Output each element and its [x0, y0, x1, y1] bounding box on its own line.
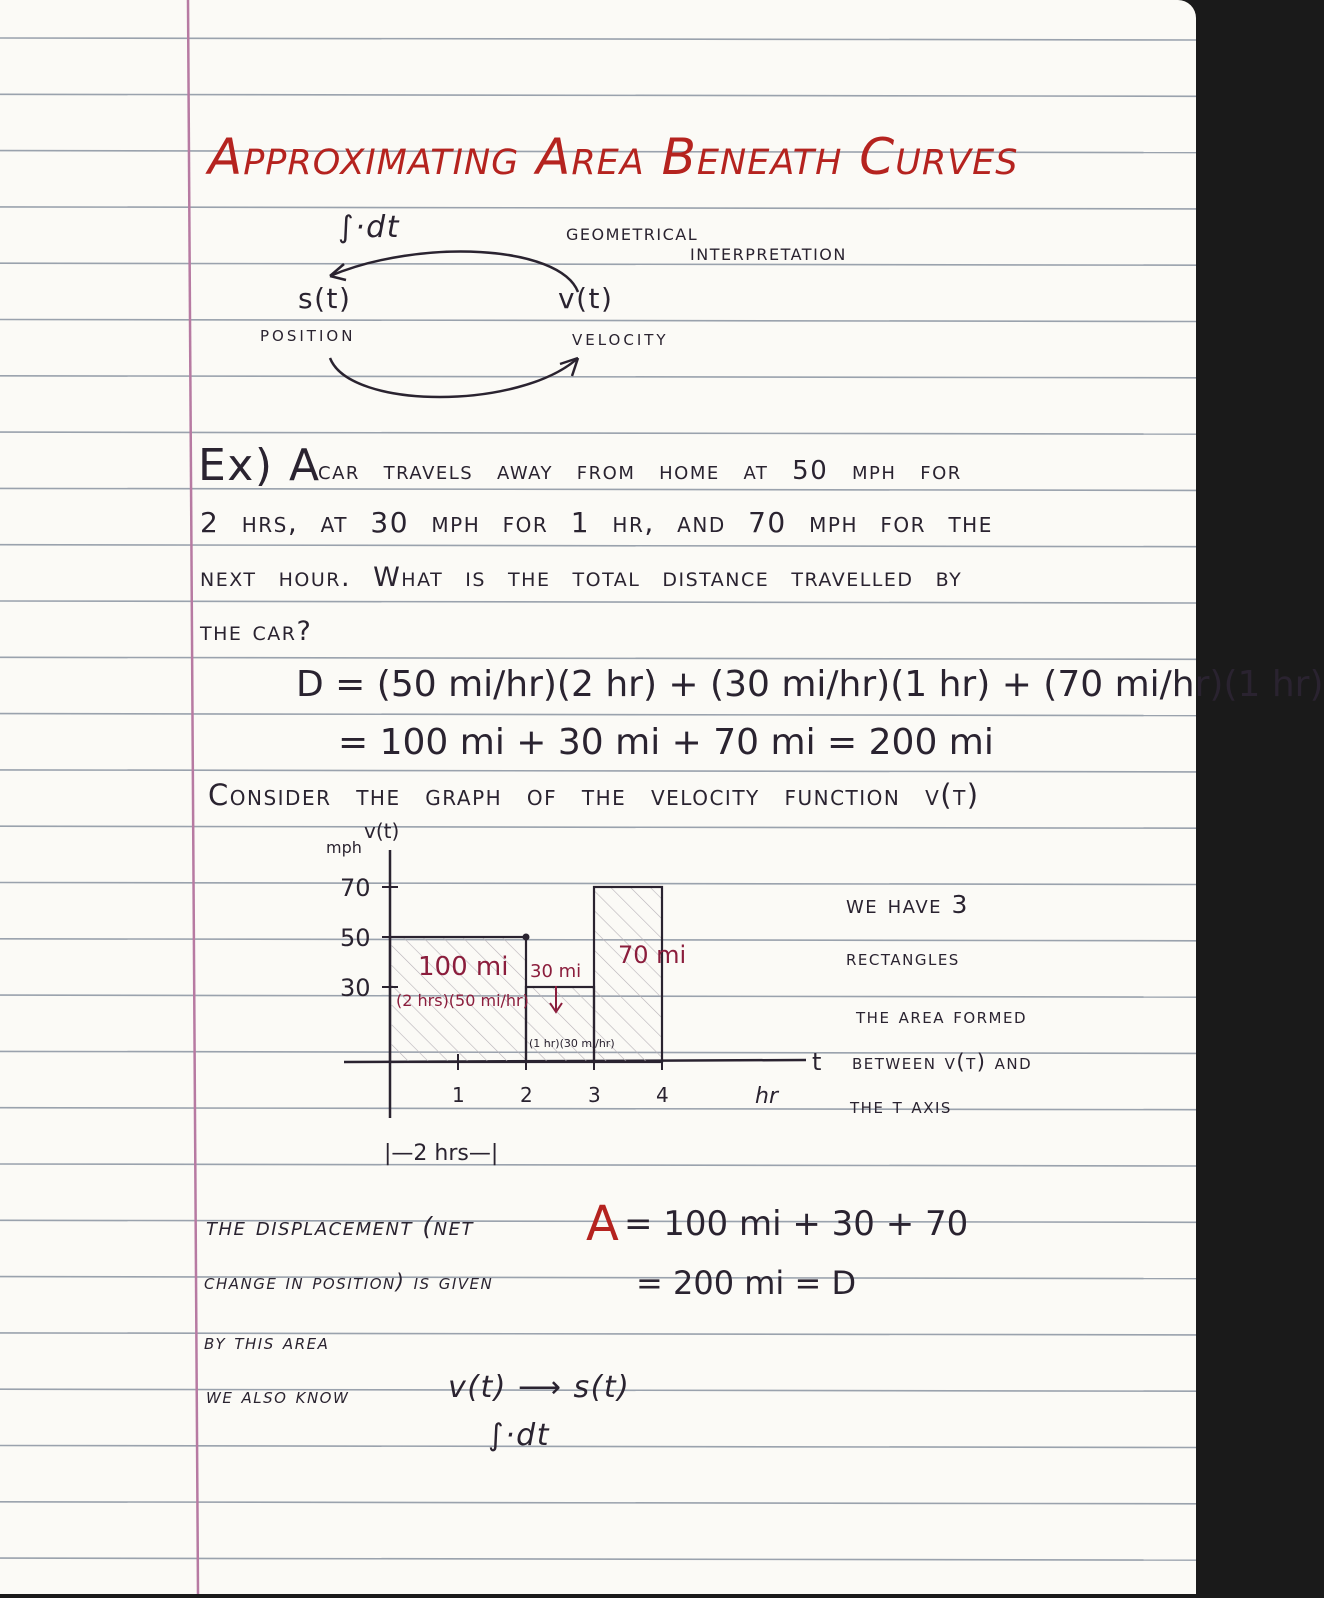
displacement-line-3: by this area: [204, 1330, 330, 1354]
velocity-label: velocity: [572, 326, 669, 351]
also-know-text: we also know: [206, 1384, 350, 1408]
also-know-integral: ∫·dt: [488, 1418, 550, 1453]
velocity-function: v(t): [558, 282, 614, 315]
y-tick-label: 50: [340, 924, 371, 952]
x-unit-label: hr: [755, 1084, 778, 1109]
x-tick-label: 2: [520, 1083, 533, 1107]
ruled-line: [0, 1277, 1196, 1279]
rect1-label: 100 mi: [418, 952, 509, 982]
velocity-rectangle-2: [526, 987, 594, 1062]
distance-equation: D = (50 mi/hr)(2 hr) + (30 mi/hr)(1 hr) + (70 mi/hr)(1 hr): [296, 664, 1324, 705]
displacement-line-2: change in position) is given: [204, 1270, 494, 1294]
ruled-line: [0, 1502, 1196, 1504]
y-unit-label: mph: [326, 838, 362, 857]
x-tick-label: 1: [452, 1083, 465, 1107]
integral-label: ∫·dt: [338, 210, 400, 245]
x-axis-label: t: [812, 1048, 822, 1076]
y-function-label: v(t): [364, 819, 400, 843]
note-area-1: the area formed: [856, 1004, 1028, 1028]
example-line-2: 2 hrs, at 30 mph for 1 hr, and 70 mph for the: [200, 506, 993, 539]
area-equation-1: = 100 mi + 30 + 70: [624, 1204, 969, 1244]
rect2-label: 30 mi: [530, 961, 582, 982]
note-rectangles-2: rectangles: [846, 946, 960, 970]
span-label: |—2 hrs—|: [384, 1141, 499, 1166]
interpretation-label-2: interpretation: [690, 240, 847, 266]
example-line-3: next hour. What is the total distance travelled by: [200, 562, 963, 593]
endpoint-dot: [523, 934, 530, 941]
example-line-4: the car?: [200, 616, 313, 647]
rect1-calc: (2 hrs)(50 mi/hr): [396, 991, 529, 1010]
interpretation-label-1: geometrical: [566, 220, 699, 246]
note-area-2: between v(t) and: [852, 1050, 1033, 1074]
displacement-line-1: the displacement (net: [206, 1212, 474, 1241]
ruled-line: [0, 1333, 1196, 1335]
ruled-line: [0, 1446, 1196, 1448]
position-function: s(t): [298, 282, 352, 315]
x-tick-label: 4: [656, 1083, 669, 1107]
example-prefix: Ex) A: [198, 440, 321, 491]
position-label: position: [260, 322, 356, 346]
page-title: Approximating Area Beneath Curves: [208, 128, 1019, 186]
area-equation-2: = 200 mi = D: [636, 1264, 857, 1302]
velocity-rectangle-3: [594, 887, 662, 1062]
rect2-calc: (1 hr)(30 mi/hr): [529, 1037, 615, 1050]
example-line-1: car travels away from home at 50 mph for: [318, 456, 962, 486]
y-tick-label: 70: [340, 874, 371, 902]
x-tick-label: 3: [588, 1083, 601, 1107]
area-symbol: A: [586, 1196, 621, 1252]
y-tick-label: 30: [340, 974, 371, 1002]
note-rectangles-1: we have 3: [846, 890, 969, 919]
also-know-expression: v(t) ⟶ s(t): [448, 1370, 631, 1405]
ruled-line: [0, 1558, 1196, 1560]
distance-sum: = 100 mi + 30 mi + 70 mi = 200 mi: [338, 722, 994, 763]
rect3-label: 70 mi: [618, 941, 687, 969]
consider-line: Consider the graph of the velocity function v(t): [208, 778, 980, 812]
note-area-3: the t axis: [850, 1094, 952, 1118]
